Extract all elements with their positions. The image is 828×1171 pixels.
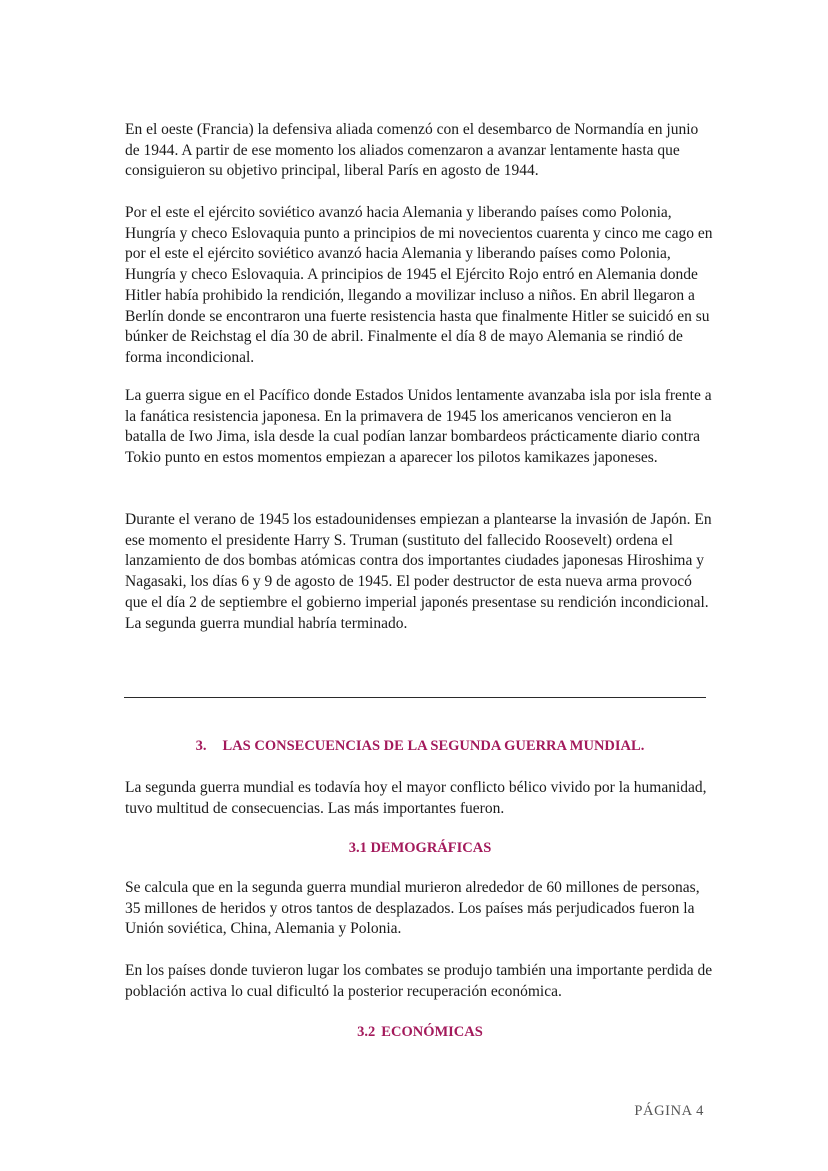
section-3-2-title: ECONÓMICAS <box>381 1024 483 1040</box>
section-3-2-number: 3.2 <box>357 1024 376 1040</box>
section-3-intro: La segunda guerra mundial es todavía hoy el mayor conflicto bélico vivido por la humanidad, tuvo multitud de consecuencias. Las más importantes fueron. <box>125 779 707 817</box>
paragraph-western-front: En el oeste (Francia) la defensiva aliada comenzó con el desembarco de Normandía en junio de 1944. A partir de ese momento los aliados comenzaron a avanzar lentamente hasta que consiguieron su objetivo principal, liberal París en agosto de 1944. <box>125 121 699 180</box>
paragraph-pacific-war: La guerra sigue en el Pacífico donde Estados Unidos lentamente avanzaba isla por isla frente a la fanática resistencia japonesa. En la primavera de 1945 los americanos vencieron en la batalla de Iwo Jima, isla desde la cual podían lanzar bombardeos prácticamente diario contra Tokio punto en estos momentos empiezan a aparecer los pilotos kamikazes japoneses. <box>125 387 712 467</box>
paragraph-eastern-front: Por el este el ejército soviético avanzó hacia Alemania y liberando países como Polonia, Hungría y checo Eslovaquia punto a principios de mi novecientos cuarenta y cinco me cago en por el este el ejército soviético avanzó hacia Alemania y liberando países como Polonia, Hungría y checo Eslovaquia. A principios de 1945 el Ejército Rojo entró en Alemania donde Hitler había prohibido la rendición, llegando a movilizar incluso a niños. En abril llegaron a Berlín donde se encontraron una fuerte resistencia hasta que finalmente Hitler se suicidó en su búnker de Reichstag el día 30 de abril. Finalmente el día 8 de mayo Alemania se rindió de forma incondicional. <box>125 204 713 366</box>
paragraph-demographic-losses: Se calcula que en la segunda guerra mundial murieron alrededor de 60 millones de personas, 35 millones de heridos y otros tantos de desplazados. Los países más perjudicados fueron la Unión soviética, China, Alemania y Polonia. <box>125 879 700 938</box>
section-3-2-heading <box>125 1024 715 1041</box>
section-3-number: 3. <box>195 738 207 754</box>
section-3-heading <box>125 738 715 755</box>
paragraph-atomic-bombs: Durante el verano de 1945 los estadounidenses empiezan a plantearse la invasión de Japón. En ese momento el presidente Harry S. Truman (sustituto del fallecido Roosevelt) ordena el lanzamiento de dos bombas atómicas contra dos importantes ciudades japonesas Hiroshima y Nagasaki, los días 6 y 9 de agosto de 1945. El poder destructor de esta nueva arma provocó que el día 2 de septiembre el gobierno imperial japonés presentase su rendición incondicional. La segunda guerra mundial habría terminado. <box>125 511 712 632</box>
section-divider <box>124 697 706 698</box>
section-3-title: LAS CONSECUENCIAS DE LA SEGUNDA GUERRA MUNDIAL. <box>222 738 645 754</box>
page-number-footer: PÁGINA 4 <box>634 1103 704 1119</box>
section-3-1-heading: 3.1 DEMOGRÁFICAS <box>348 840 492 856</box>
paragraph-active-population: En los países donde tuvieron lugar los combates se produjo también una importante perdida de población activa lo cual dificultó la posterior recuperación económica. <box>125 962 713 1000</box>
